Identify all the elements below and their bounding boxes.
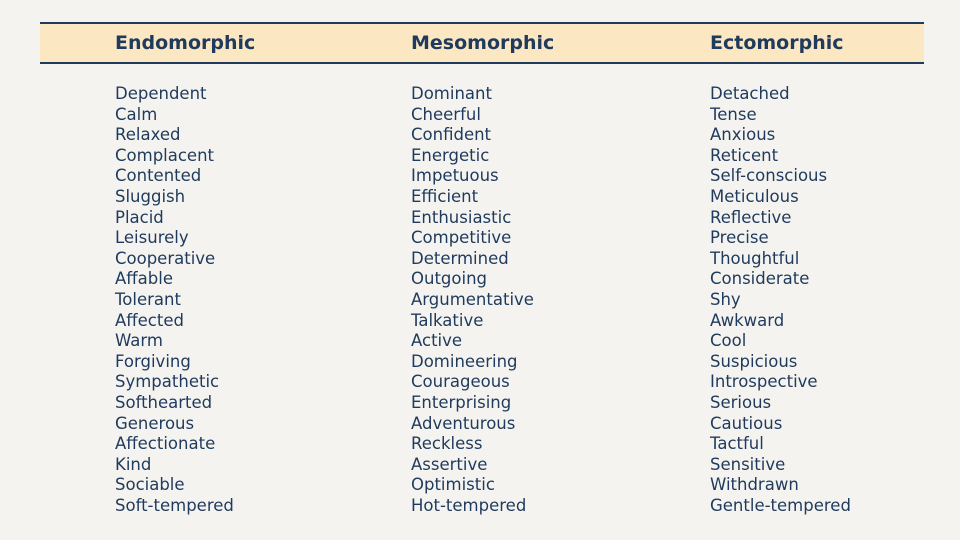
endomorphic-trait: Soft-tempered [115,495,234,515]
endomorphic-column [115,84,234,516]
ectomorphic-trait: Introspective [710,372,818,392]
endomorphic-trait: Generous [115,413,195,433]
mesomorphic-trait: Outgoing [411,269,487,289]
ectomorphic-trait: Reticent [710,145,779,165]
mesomorphic-trait: Domineering [411,351,518,371]
somatotype-table [40,22,924,515]
mesomorphic-trait: Efficient [411,186,479,206]
ectomorphic-column [710,84,851,516]
mesomorphic-trait: Determined [411,248,509,268]
endomorphic-trait: Contented [115,166,202,186]
endomorphic-trait: Sluggish [115,186,186,206]
mesomorphic-trait: Enthusiastic [411,207,512,227]
mesomorphic-trait: Assertive [411,454,488,474]
mesomorphic-trait: Enterprising [411,392,512,412]
mesomorphic-trait: Hot-tempered [411,495,527,515]
ectomorphic-trait: Considerate [710,269,810,289]
ectomorphic-trait: Sensitive [710,454,786,474]
ectomorphic-trait: Tactful [710,434,764,454]
ectomorphic-trait: Shy [710,289,741,309]
ectomorphic-trait: Cool [710,331,747,351]
endomorphic-trait: Calm [115,104,158,124]
mesomorphic-trait: Cheerful [411,104,481,124]
ectomorphic-trait: Reflective [710,207,792,227]
endomorphic-trait: Warm [115,331,163,351]
endomorphic-trait: Kind [115,454,152,474]
mesomorphic-trait: Impetuous [411,166,499,186]
mesomorphic-trait: Argumentative [411,289,534,309]
endomorphic-trait: Placid [115,207,164,227]
ectomorphic-trait: Precise [710,228,769,248]
endomorphic-trait: Complacent [115,145,215,165]
ectomorphic-trait: Thoughtful [710,248,800,268]
mesomorphic-trait: Dominant [411,84,492,103]
endomorphic-trait: Softhearted [115,392,213,412]
header-ectomorphic: Ectomorphic [710,32,844,54]
ectomorphic-trait: Withdrawn [710,475,799,495]
mesomorphic-trait: Adventurous [411,413,516,433]
mesomorphic-trait: Optimistic [411,475,495,495]
header-endomorphic: Endomorphic [115,32,256,54]
endomorphic-trait: Relaxed [115,125,181,145]
ectomorphic-trait: Gentle-tempered [710,495,851,515]
ectomorphic-trait: Tense [710,104,757,124]
endomorphic-trait: Affected [115,310,184,330]
endomorphic-trait: Tolerant [115,289,181,309]
ectomorphic-trait: Meticulous [710,186,799,206]
endomorphic-trait: Leisurely [115,228,189,248]
mesomorphic-trait: Reckless [411,434,483,454]
mesomorphic-trait: Confident [411,125,492,145]
table-header [40,22,924,64]
mesomorphic-trait: Energetic [411,145,490,165]
endomorphic-trait: Dependent [115,84,207,103]
ectomorphic-trait: Serious [710,392,772,412]
header-mesomorphic: Mesomorphic [411,32,555,54]
mesomorphic-trait: Courageous [411,372,510,392]
endomorphic-trait: Affable [115,269,173,289]
mesomorphic-trait: Active [411,331,463,351]
endomorphic-trait: Sociable [115,475,185,495]
mesomorphic-trait: Competitive [411,228,512,248]
ectomorphic-trait: Awkward [710,310,785,330]
endomorphic-trait: Cooperative [115,248,216,268]
endomorphic-trait: Forgiving [115,351,191,371]
endomorphic-trait: Sympathetic [115,372,220,392]
endomorphic-trait: Affectionate [115,434,216,454]
mesomorphic-trait: Talkative [411,310,484,330]
mesomorphic-column [411,84,534,516]
ectomorphic-trait: Suspicious [710,351,798,371]
ectomorphic-trait: Self-conscious [710,166,828,186]
ectomorphic-trait: Cautious [710,413,783,433]
ectomorphic-trait: Detached [710,84,790,103]
ectomorphic-trait: Anxious [710,125,776,145]
